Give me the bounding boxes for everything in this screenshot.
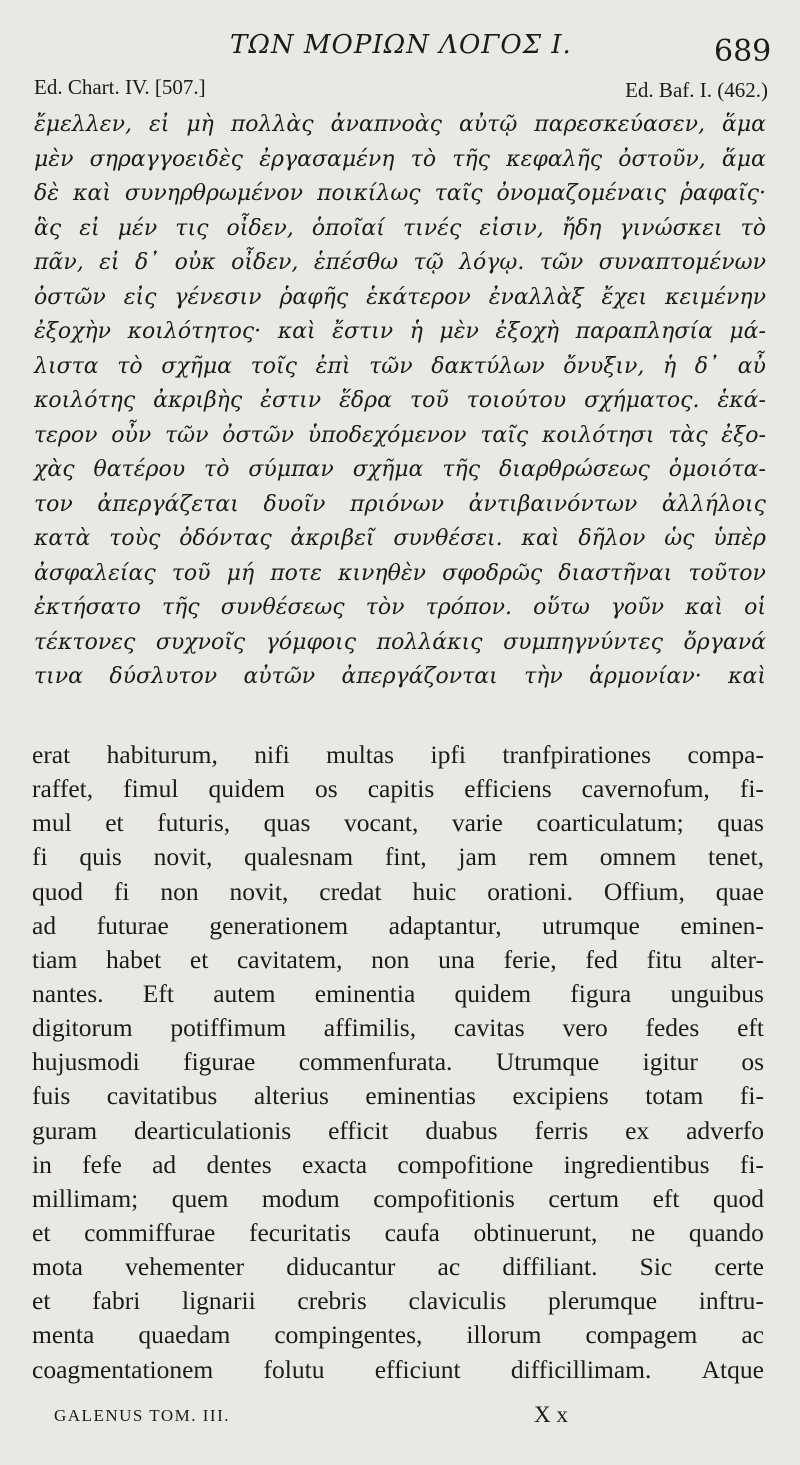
footer-volume-label: GALENUS TOM. III. xyxy=(54,1406,230,1425)
edition-reference-left: Ed. Chart. IV. [507.] xyxy=(34,75,206,99)
greek-text-line: ἐξοχὴν κοιλότητος· καὶ ἔστιν ἡ μὲν ἐξοχὴ παραπλησία μά- xyxy=(34,319,766,344)
printer-signature-mark: X x xyxy=(534,1402,568,1427)
latin-text-line: digitorum potiffimum affimilis, cavitas vero fedes eft xyxy=(32,1013,764,1043)
page-number: 689 xyxy=(714,34,772,69)
latin-text-line: ad futurae generationem adaptantur, utrumque eminen- xyxy=(32,910,764,940)
latin-text-line: erat habiturum, nifi multas ipfi tranfpirationes compa- xyxy=(32,740,764,769)
latin-text-line: menta quaedam compingentes, illorum compagem ac xyxy=(32,1320,764,1350)
latin-text-line: mul et futuris, quas vocant, varie coarticulatum; quas xyxy=(32,808,764,838)
greek-text-line: τέκτονες συχνοῖς γόμφοις πολλάκις συμπηγνύντες ὄργανά xyxy=(34,629,766,655)
greek-text-line: ἃς εἰ μέν τις οἶδεν, ὁποῖαί τινές εἰσιν, ἤδη γινώσκει τὸ xyxy=(34,215,766,241)
latin-text-line: et commiffurae fecuritatis caufa obtinuerunt, ne quando xyxy=(32,1217,764,1247)
greek-text-line: δὲ καὶ συνηρθρωμένον ποικίλως ταῖς ὀνομαζομέναις ῥαφαῖς· xyxy=(34,181,766,206)
greek-text-line: κατὰ τοὺς ὀδόντας ἀκριβεῖ συνθέσει. καὶ δῆλον ὡς ὑπὲρ xyxy=(34,526,766,551)
latin-text-line: in fefe ad dentes exacta compofitione ingredientibus fi- xyxy=(32,1149,764,1179)
greek-text-line: τινα δύσλυτον αὐτῶν ἀπεργάζονται τὴν ἁρμονίαν· καὶ xyxy=(34,664,766,689)
latin-text-line: hujusmodi figurae commenfurata. Utrumque igitur os xyxy=(32,1047,764,1077)
latin-text-line: nantes. Eft autem eminentia quidem figura unguibus xyxy=(32,978,764,1008)
greek-text-line: τερον οὖν τῶν ὀστῶν ὑποδεχόμενον ταῖς κοιλότησι τὰς ἐξο- xyxy=(34,422,766,448)
latin-text-line: coagmentationem folutu efficiunt difficillimam. Atque xyxy=(32,1354,764,1384)
greek-text-block xyxy=(34,108,766,695)
latin-text-line: et fabri lignarii crebris claviculis plerumque inftru- xyxy=(32,1286,764,1316)
greek-text-line: ἔμελλεν, εἰ μὴ πολλὰς ἀναπνοὰς αὐτῷ παρεσκεύασεν, ἅμα xyxy=(34,112,766,137)
greek-text-line: πᾶν, εἰ δ᾽ οὐκ οἶδεν, ἑπέσθω τῷ λόγῳ. τῶν συναπτομένων xyxy=(34,250,766,275)
latin-text-line: fi quis novit, qualesnam fint, jam rem omnem tenet, xyxy=(32,842,764,872)
latin-text-line: millimam; quem modum compofitionis certum eft quod xyxy=(32,1183,764,1213)
latin-text-line: raffet, fimul quidem os capitis efficiens cavernofum, fi- xyxy=(32,774,764,804)
edition-reference-right: Ed. Baf. I. (462.) xyxy=(625,78,768,102)
latin-text-line: guram dearticulationis efficit duabus ferris ex adverfo xyxy=(32,1115,764,1145)
latin-text-line: fuis cavitatibus alterius eminentias excipiens totam fi- xyxy=(32,1081,764,1111)
greek-text-line: τον ἀπεργάζεται δυοῖν πριόνων ἀντιβαινόντων ἀλλήλοις xyxy=(34,491,766,517)
greek-text-line: λιστα τὸ σχῆμα τοῖς ἐπὶ τῶν δακτύλων ὄνυξιν, ἡ δ᾽ αὖ xyxy=(34,353,766,379)
running-title: ΤΩΝ ΜΟΡΙΩΝ ΛΟΓΟΣ Ι. xyxy=(230,30,572,60)
greek-text-line: ἐκτήσατο τῆς συνθέσεως τὸν τρόπον. οὕτω γοῦν καὶ οἱ xyxy=(34,595,766,620)
greek-text-line: κοιλότης ἀκριβὴς ἐστιν ἕδρα τοῦ τοιούτου σχήματος. ἑκά- xyxy=(34,388,766,413)
greek-text-line: μὲν σηραγγοειδὲς ἐργασαμένη τὸ τῆς κεφαλῆς ὀστοῦν, ἅμα xyxy=(34,146,766,172)
latin-text-line: quod fi non novit, credat huic orationi. Offium, quae xyxy=(32,876,764,906)
latin-text-line: mota vehementer diducantur ac diffiliant. Sic certe xyxy=(32,1252,764,1282)
greek-text-line: ὀστῶν εἰς γένεσιν ῥαφῆς ἑκάτερον ἐναλλὰξ ἔχει κειμένην xyxy=(34,284,766,310)
greek-text-line: ἀσφαλείας τοῦ μή ποτε κινηθὲν σφοδρῶς διαστῆναι τοῦτον xyxy=(34,560,766,586)
greek-text-line: χὰς θατέρου τὸ σύμπαν σχῆμα τῆς διαρθρώσεως ὁμοιότα- xyxy=(34,457,766,482)
latin-text-block xyxy=(32,738,764,1387)
latin-text-line: tiam habet et cavitatem, non una ferie, fed fitu alter- xyxy=(32,944,764,974)
